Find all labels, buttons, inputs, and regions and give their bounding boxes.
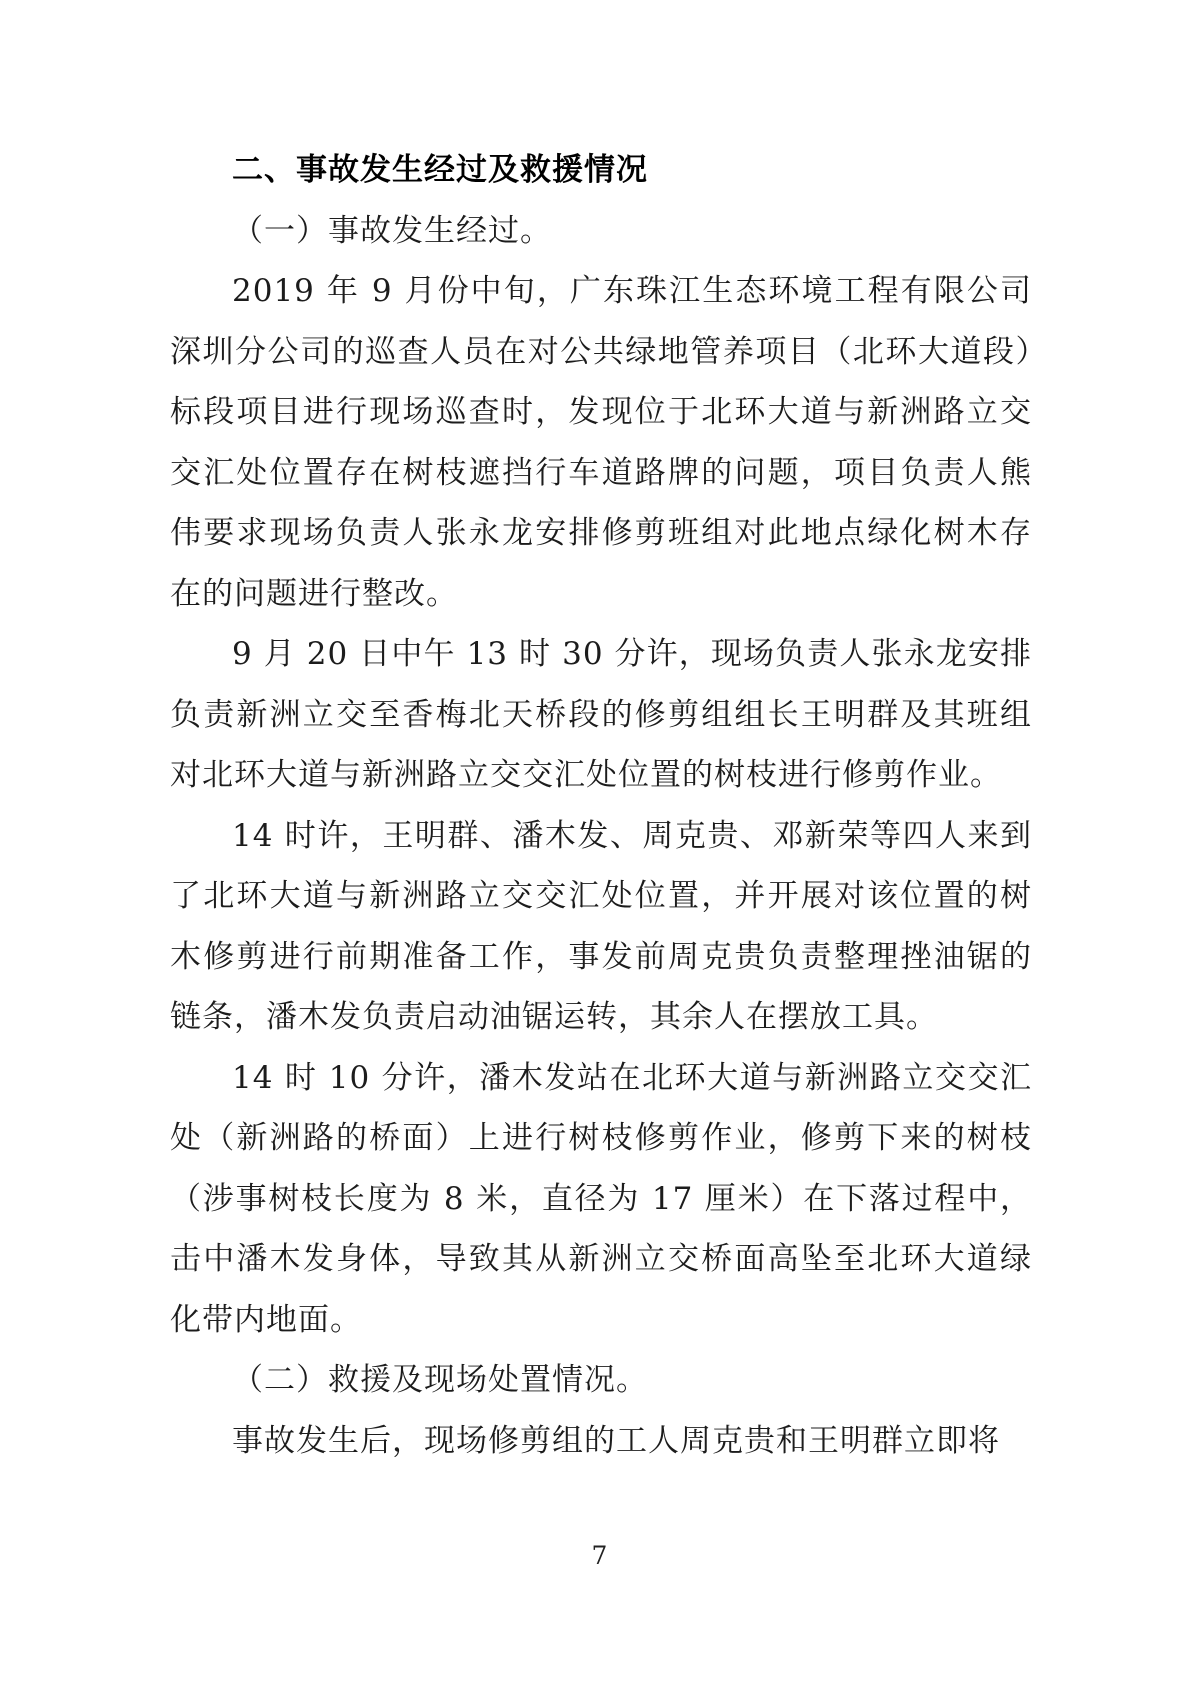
- paragraph-preparation: 14 时许，王明群、潘木发、周克贵、邓新荣等四人来到了北环大道与新洲路立交交汇处位置，并开展对该位置的树木修剪进行前期准备工作，事发前周克贵负责整理挫油锯的链条，潘木发负责启动油锯运转，其余人在摆放工具。: [170, 817, 1032, 1035]
- paragraph-incident-inspection: 2019 年 9 月份中旬，广东珠江生态环境工程有限公司深圳分公司的巡查人员在对公共绿地管养项目（北环大道段）标段项目进行现场巡查时，发现位于北环大道与新洲路立交交汇处位置存在树枝遮挡行车道路牌的问题，项目负责人熊伟要求现场负责人张永龙安排修剪班组对此地点绿化树木存在的问题进行整改。: [170, 273, 1032, 612]
- subsection-1-heading: （一）事故发生经过。: [232, 212, 552, 249]
- paragraph-accident: 14 时 10 分许，潘木发站在北环大道与新洲路立交交汇处（新洲路的桥面）上进行树枝修剪作业，修剪下来的树枝（涉事树枝长度为 8 米，直径为 17 厘米）在下落过程中，击中潘木发身体，导致其从新洲立交桥面高坠至北环大道绿化带内地面。: [170, 1059, 1032, 1338]
- page-number: 7: [591, 1541, 608, 1570]
- document-body: [170, 140, 1032, 1471]
- paragraph-rescue: 事故发生后，现场修剪组的工人周克贵和王明群立即将: [232, 1422, 1000, 1459]
- paragraph-work-assignment: 9 月 20 日中午 13 时 30 分许，现场负责人张永龙安排负责新洲立交至香梅北天桥段的修剪组组长王明群及其班组对北环大道与新洲路立交交汇处位置的树枝进行修剪作业。: [170, 636, 1032, 793]
- section-heading: 二、事故发生经过及救援情况: [232, 152, 648, 188]
- subsection-2-heading: （二）救援及现场处置情况。: [232, 1362, 648, 1398]
